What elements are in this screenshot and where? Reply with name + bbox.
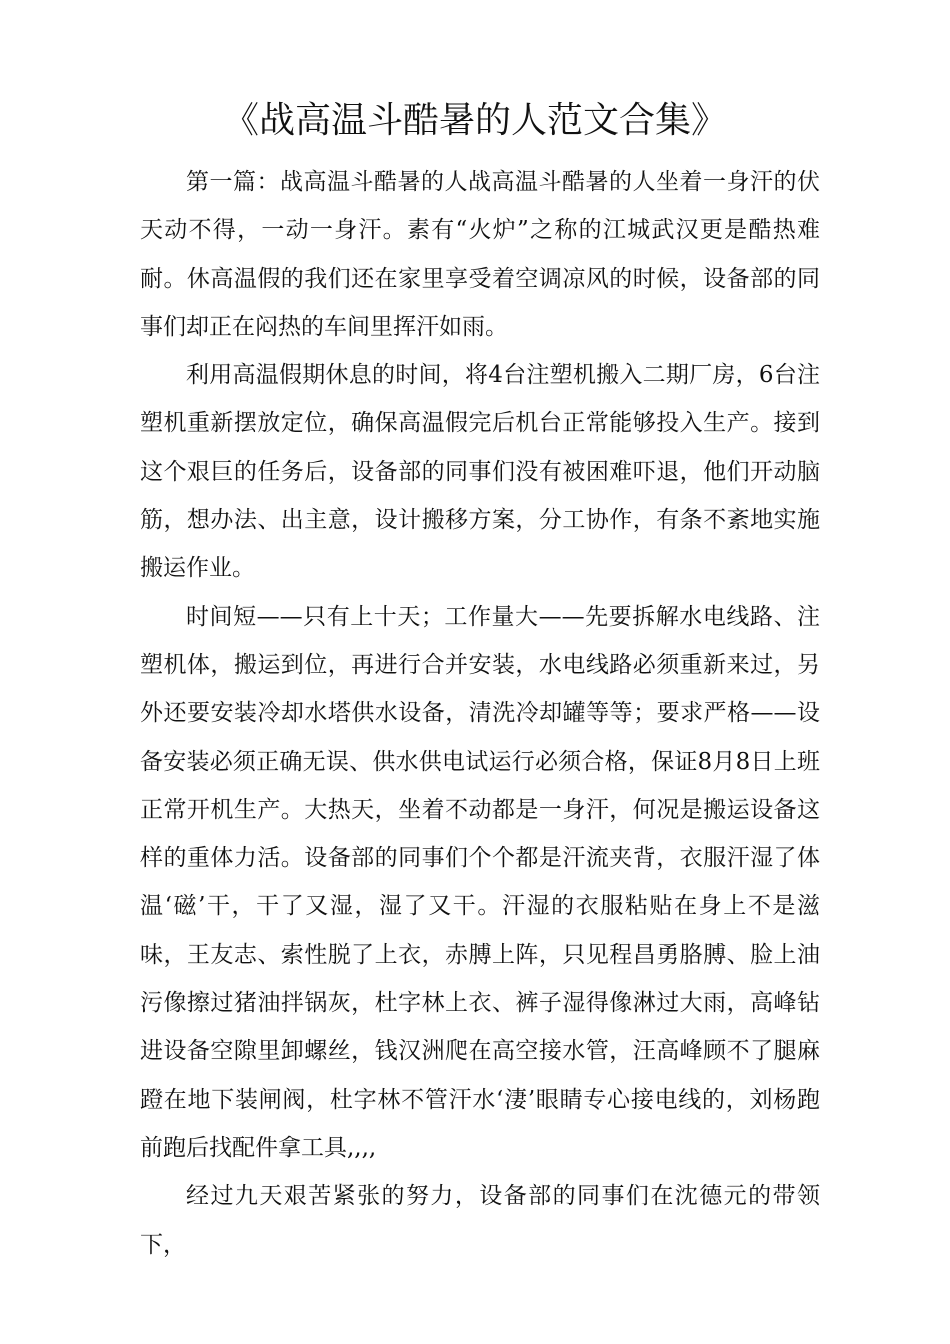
paragraph-2: 利用高温假期休息的时间，将4台注塑机搬入二期厂房，6台注塑机重新摆放定位，确保高温假完后机台正常能够投入生产。接到这个艰巨的任务后，设备部的同事们没有被困难吓退，他们开动脑筋，想办法、出主意，设计搬移方案，分工协作，有条不紊地实施搬运作业。 — [140, 362, 820, 582]
document-title: 《战高温斗酷暑的人范文合集》 — [222, 100, 727, 141]
paragraph-3: 时间短——只有上十天；工作量大——先要拆解水电线路、注塑机体，搬运到位，再进行合并安装，水电线路必须重新来过，另外还要安装冷却水塔供水设备，清洗冷却罐等等；要求严格——设备安装必须正确无误、供水供电试运行必须合格，保证8月8日上班正常开机生产。大热天，坐着不动都是一身汗，何况是搬运设备这样的重体力活。设备部的同事们个个都是汗流夹背，衣服汗湿了体温‘磁’干，干了又湿，湿了又干。汗湿的衣服粘贴在身上不是滋味，王友志、索性脱了上衣，赤膊上阵，只见程昌勇胳膊、脸上油污像擦过猪油拌锅灰，杜字林上衣、裤子湿得像淋过大雨，高峰钻进设备空隙里卸螺丝，钱汉洲爬在高空接水管，汪高峰顾不了腿麻蹬在地下装闸阀，杜字林不管汗水‘淒’眼睛专心接电线的，刘杨跑前跑后找配件拿工具,,,, — [140, 603, 820, 1161]
document-body — [140, 158, 820, 1269]
paragraph-1: 第一篇：战高温斗酷暑的人战高温斗酷暑的人坐着一身汗的伏天动不得，一动一身汗。素有“火炉”之称的江城武汉更是酷热难耐。休高温假的我们还在家里享受着空调凉风的时候，设备部的同事们却正在闷热的车间里挥汗如雨。 — [140, 169, 820, 340]
paragraph-4: 经过九天艰苦紧张的努力，设备部的同事们在沈德元的带领下， — [140, 1183, 820, 1258]
